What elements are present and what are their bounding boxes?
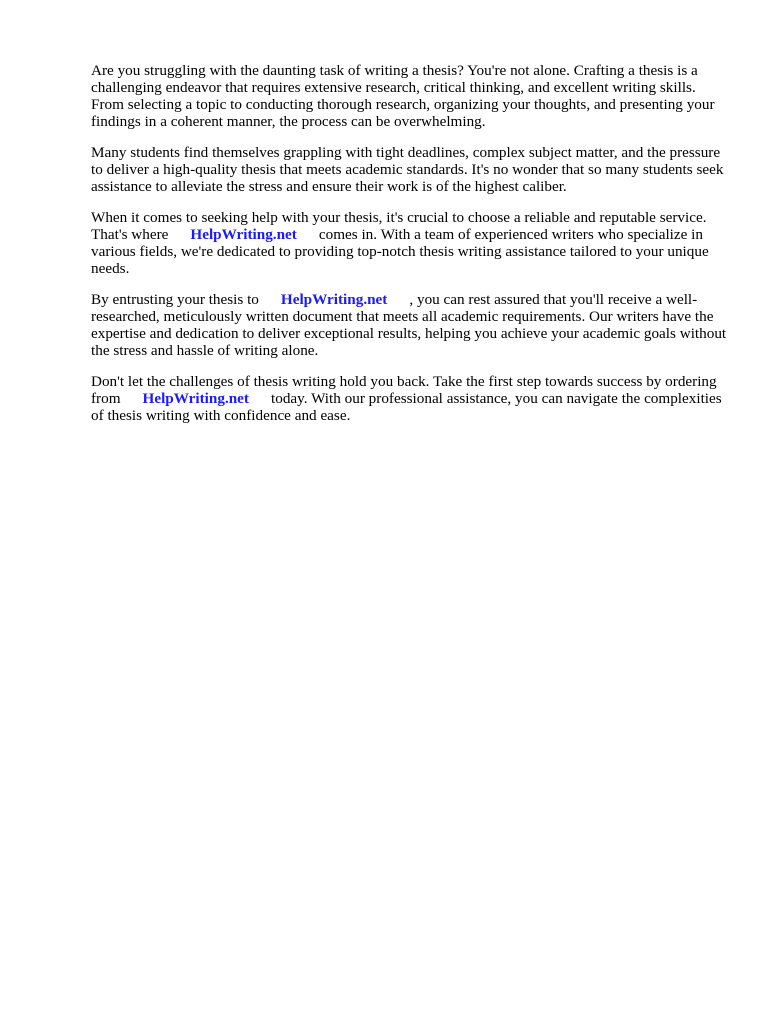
helpwriting-link[interactable]: HelpWriting.net (190, 226, 297, 243)
paragraph-seeking-help (91, 209, 731, 277)
paragraph-text: Don't let the challenges of thesis writing hold you back. Take the first step towards success by ordering from (91, 373, 717, 407)
paragraph-text: When it comes to seeking help with your thesis, it's crucial to choose a reliable and reputable service. That's where (91, 209, 707, 243)
paragraph-text: , you can rest assured that you'll receive a well-researched, meticulously written document that meets all academic requirements. Our writers have the expertise and dedication to deliver exceptional results, helping you achieve your academic goals without the stress and hassle of writing alone. (91, 291, 727, 359)
paragraph-entrusting (91, 291, 731, 359)
paragraph-text: today. With our professional assistance, you can navigate the complexities of thesis writing with confidence and ease. (91, 390, 722, 424)
paragraph-call-to-action (91, 373, 731, 424)
paragraph-intro (91, 62, 731, 130)
paragraph-students (91, 144, 731, 195)
paragraph-text: By entrusting your thesis to (91, 291, 259, 308)
document-body (91, 62, 731, 438)
helpwriting-link[interactable]: HelpWriting.net (280, 291, 388, 308)
paragraph-text: Are you struggling with the daunting task of writing a thesis? You're not alone. Crafting a thesis is a challenging endeavor that requires extensive research, critical thinking, and excellent writing skills. From selecting a topic to conducting thorough research, organizing your thoughts, and presenting your findings in a coherent manner, the process can be overwhelming. (91, 62, 715, 130)
paragraph-text: comes in. With a team of experienced writers who specialize in various fields, we're dedicated to providing top-notch thesis writing assistance tailored to your unique needs. (91, 226, 709, 277)
paragraph-text: Many students find themselves grappling with tight deadlines, complex subject matter, and the pressure to deliver a high-quality thesis that meets academic standards. It's no wonder that so many students seek assistance to alleviate the stress and ensure their work is of the highest caliber. (91, 144, 724, 195)
helpwriting-link[interactable]: HelpWriting.net (142, 390, 249, 407)
